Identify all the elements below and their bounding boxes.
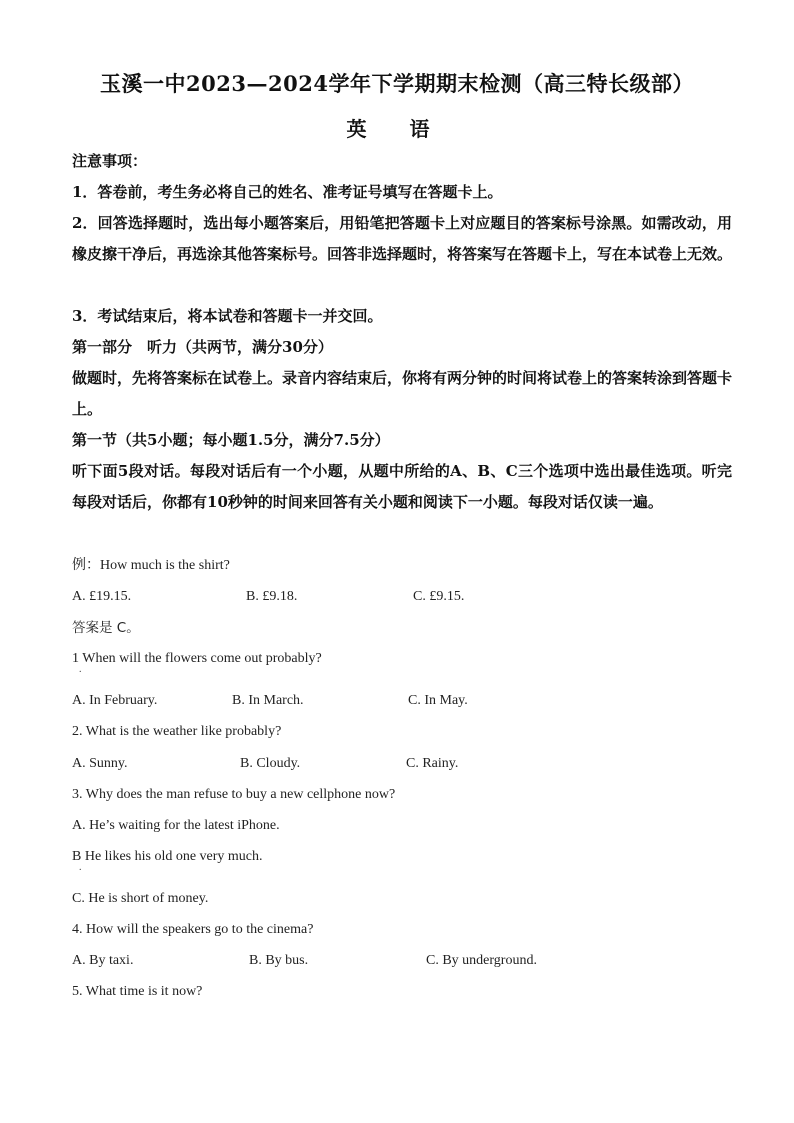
notice-item-1: 1．答卷前，考生务必将自己的姓名、准考证号填写在答题卡上。 [72, 183, 503, 201]
question-4-option-c: C. By underground. [426, 953, 537, 968]
notice-heading: 注意事项： [72, 152, 148, 170]
example-question: 例：How much is the shirt? [72, 558, 230, 573]
question-2-option-b: B. Cloudy. [240, 756, 301, 771]
question-1-option-a: A. In February. [72, 693, 158, 708]
example-option-b: B. £9.18. [246, 589, 298, 604]
section1-heading: 第一节（共5小题；每小题1.5分，满分7.5分） [72, 431, 390, 449]
question-1-option-c: C. In May. [408, 693, 468, 708]
question-4: 4. How will the speakers go to the cinema? [72, 922, 314, 937]
section1-instructions: 听下面5段对话。每段对话后有一个小题，从题中所给的A、B、C三个选项中选出最佳选项。听完每段对话后，你都有10秒钟的时间来回答有关小题和阅读下一小题。每段对话仅读一遍。 [72, 462, 732, 511]
question-2-option-a: A. Sunny. [72, 756, 128, 771]
example-answer: 答案是 C。 [72, 620, 140, 636]
question-3-option-b: B He likes his old one very much. [72, 849, 263, 864]
dot-mark: . [79, 862, 82, 873]
question-3: 3. Why does the man refuse to buy a new cellphone now? [72, 787, 396, 802]
exam-title: 玉溪一中2023—2024学年下学期期末检测（高三特长级部） [100, 71, 694, 96]
part1-instructions: 做题时，先将答案标在试卷上。录音内容结束后，你将有两分钟的时间将试卷上的答案转涂到答题卡上。 [72, 369, 733, 418]
question-3-option-c: C. He is short of money. [72, 891, 209, 906]
example-option-a: A. £19.15. [72, 589, 132, 604]
question-4-option-a: A. By taxi. [72, 953, 134, 968]
notice-item-3: 3．考试结束后，将本试卷和答题卡一并交回。 [72, 307, 383, 325]
dot-mark: . [79, 664, 82, 675]
example-option-c: C. £9.15. [413, 589, 465, 604]
question-4-option-b: B. By bus. [249, 953, 309, 968]
subject-title: 英 语 [346, 117, 448, 141]
question-3-option-a: A. He’s waiting for the latest iPhone. [72, 818, 280, 833]
question-1: 1 When will the flowers come out probably? [72, 651, 322, 666]
question-2: 2. What is the weather like probably? [72, 724, 282, 739]
question-2-option-c: C. Rainy. [406, 756, 459, 771]
notice-item-2: 2．回答选择题时，选出每小题答案后，用铅笔把答题卡上对应题目的答案标号涂黑。如需改动，用橡皮擦干净后，再选涂其他答案标号。回答非选择题时，将答案写在答题卡上，写在本试卷上无效。 [72, 214, 733, 263]
question-5: 5. What time is it now? [72, 984, 203, 999]
part1-heading: 第一部分 听力（共两节，满分30分） [72, 338, 333, 356]
question-1-option-b: B. In March. [232, 693, 304, 708]
